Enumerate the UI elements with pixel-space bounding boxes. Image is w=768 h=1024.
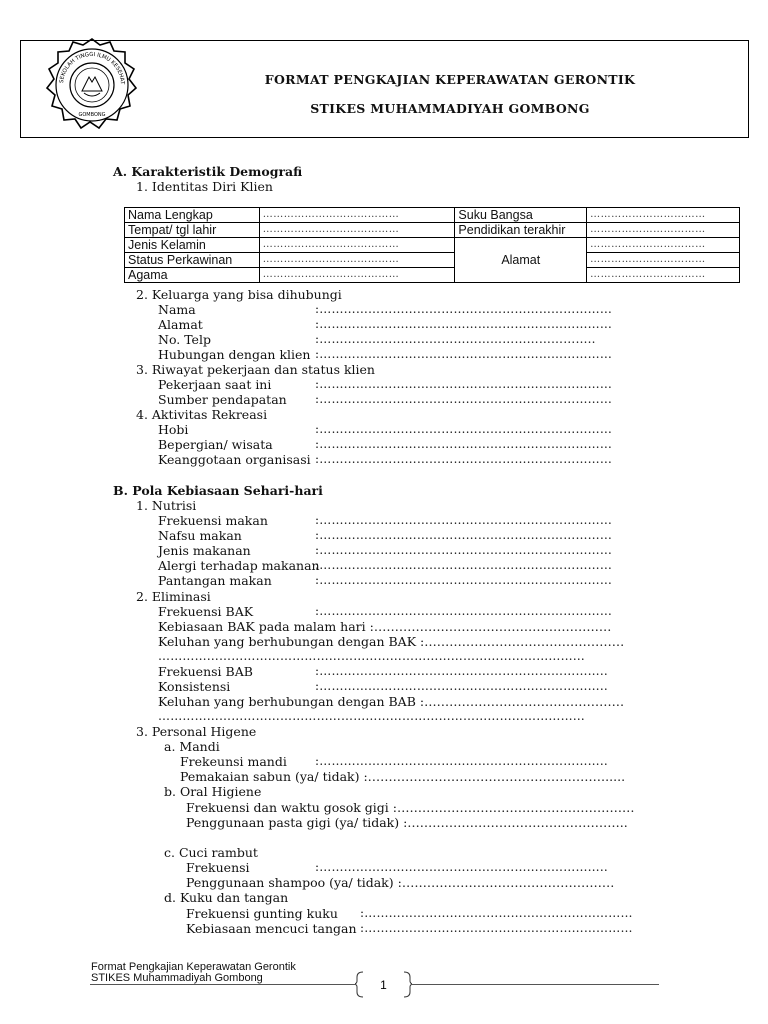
field-alamat-1[interactable]: ……………………………	[587, 238, 740, 253]
institution-logo	[30, 37, 155, 134]
section-a-item3: 3. Riwayat pekerjaan dan status klien	[136, 362, 375, 377]
field-input[interactable]: :………………………………………………………………	[315, 302, 613, 316]
section-a-heading: A. Karakteristik Demografi	[113, 164, 303, 179]
field-label: Hobi	[158, 422, 189, 437]
field-cuci-tangan[interactable]: :…………………………………………………………	[360, 921, 633, 935]
field-ttl[interactable]: …………………………………	[259, 223, 455, 238]
label-cuci-tangan: Kebiasaan mencuci tangan	[186, 921, 357, 936]
footer-divider-right	[412, 984, 659, 985]
field-input[interactable]: :…………………………………………………………..	[315, 332, 596, 346]
field-label: Hubungan dengan klien	[158, 347, 311, 362]
field-input[interactable]: :………………………………………………………………	[315, 347, 613, 361]
field-label: Alergi terhadap makanan	[158, 558, 320, 573]
svg-text:SEKOLAH TINGGI ILMU KESEHATAN: SEKOLAH TINGGI ILMU KESEHATAN MUHAMMADIYAH	[59, 51, 126, 87]
field-alamat-3[interactable]: ……………………………	[587, 268, 740, 283]
field-gosok-gigi[interactable]: Frekuensi dan waktu gosok gigi :…………………………………………………	[186, 800, 635, 815]
section-a-item2: 2. Keluarga yang bisa dihubungi	[136, 287, 342, 302]
field-input[interactable]: :………………………………………………………………	[315, 422, 613, 436]
field-input[interactable]: :………………………………………………………………	[315, 392, 613, 406]
institution-name: STIKES MUHAMMADIYAH GOMBONG	[310, 101, 590, 116]
table-row	[125, 223, 740, 238]
field-nama[interactable]: …………………………………	[259, 208, 455, 223]
field-kuku[interactable]: :…………………………………………………………	[360, 906, 633, 920]
subitem-mandi: a. Mandi	[164, 739, 220, 754]
label-jenis-kelamin: Jenis Kelamin	[125, 238, 260, 253]
field-keluhan-bab[interactable]: Keluhan yang berhubungan dengan BAB :…………………………………………	[158, 694, 625, 709]
label-konsistensi: Konsistensi	[158, 679, 231, 694]
field-jenis-kelamin[interactable]: …………………………………	[259, 238, 455, 253]
footer-institution: STIKES Muhammadiyah Gombong	[91, 972, 263, 984]
subitem-rambut: c. Cuci rambut	[164, 845, 258, 860]
table-row	[125, 268, 740, 283]
field-frek-rambut[interactable]: :……………………………………………………………..	[315, 860, 608, 874]
section-b-item3: 3. Personal Higene	[136, 724, 257, 739]
section-b-item1: 1. Nutrisi	[136, 498, 197, 513]
field-keluhan-bak-cont[interactable]: ……………………………………………………………………………………………	[158, 649, 585, 663]
identity-table	[124, 207, 740, 283]
field-label: Alamat	[158, 317, 203, 332]
field-pendidikan[interactable]: ……………………………	[587, 223, 740, 238]
field-label: Keanggotaan organisasi	[158, 452, 311, 467]
label-nama: Nama Lengkap	[125, 208, 260, 223]
field-pasta-gigi[interactable]: Penggunaan pasta gigi (ya/ tidak) :……………………………………………..	[186, 815, 628, 830]
field-label: Jenis makanan	[158, 543, 251, 558]
field-input[interactable]: :………………………………………………………………	[315, 452, 613, 466]
document-title: FORMAT PENGKAJIAN KEPERAWATAN GERONTIK	[264, 72, 636, 87]
section-b-heading: B. Pola Kebiasaan Sehari-hari	[113, 483, 323, 498]
label-frek-bab: Frekuensi BAB	[158, 664, 253, 679]
section-a-item1: 1. Identitas Diri Klien	[136, 179, 273, 194]
field-shampoo[interactable]: Penggunaan shampoo (ya/ tidak) :……………………………………………	[186, 875, 615, 890]
label-status: Status Perkawinan	[125, 253, 260, 268]
field-input[interactable]: :………………………………………………………………	[315, 377, 613, 391]
field-input[interactable]: :………………………………………………………………	[315, 543, 613, 557]
field-status[interactable]: …………………………………	[259, 253, 455, 268]
label-suku: Suku Bangsa	[455, 208, 587, 223]
svg-text:GOMBONG: GOMBONG	[78, 112, 106, 118]
table-row	[125, 253, 740, 268]
field-sabun[interactable]: Pemakaian sabun (ya/ tidak) :………………………………………………….....	[180, 769, 626, 784]
label-frek-mandi: Frekeunsi mandi	[180, 754, 287, 769]
field-input[interactable]: :………………………………………………………………	[315, 558, 613, 572]
field-konsistensi[interactable]: :……………………………………………………………..	[315, 679, 608, 693]
table-row	[125, 238, 740, 253]
field-label: No. Telp	[158, 332, 211, 347]
field-label: Pekerjaan saat ini	[158, 377, 272, 392]
footer-title: Format Pengkajian Keperawatan Gerontik	[91, 961, 296, 973]
field-frek-bab[interactable]: :……………………………………………………………..	[315, 664, 608, 678]
field-frek-mandi[interactable]: :……………………………………………………………..	[315, 754, 608, 768]
field-keluhan-bak[interactable]: Keluhan yang berhubungan dengan BAK :…………………………………………	[158, 634, 625, 649]
field-label: Pantangan makan	[158, 573, 272, 588]
field-keluhan-bab-cont[interactable]: ……………………………………………………………………………………………	[158, 709, 585, 723]
field-label: Frekuensi makan	[158, 513, 268, 528]
field-input[interactable]: :………………………………………………………………	[315, 513, 613, 527]
label-pendidikan: Pendidikan terakhir	[455, 223, 587, 238]
label-frek-rambut: Frekuensi	[186, 860, 250, 875]
field-bak-malam[interactable]: Kebiasaan BAK pada malam hari :…………………………………………………	[158, 619, 612, 634]
section-b-item2: 2. Eliminasi	[136, 589, 211, 604]
field-input[interactable]: :………………………………………………………………	[315, 528, 613, 542]
page-number: 1	[380, 978, 387, 992]
section-a-item4: 4. Aktivitas Rekreasi	[136, 407, 268, 422]
field-label: Nafsu makan	[158, 528, 242, 543]
page-number-brace	[355, 970, 412, 998]
field-label: Bepergian/ wisata	[158, 437, 273, 452]
field-frek-bak[interactable]: :………………………………………………………………	[315, 604, 613, 618]
field-agama[interactable]: …………………………………	[259, 268, 455, 283]
label-alamat: Alamat	[455, 238, 587, 283]
field-input[interactable]: :………………………………………………………………	[315, 437, 613, 451]
label-kuku: Frekuensi gunting kuku	[186, 906, 338, 921]
field-alamat-2[interactable]: ……………………………	[587, 253, 740, 268]
label-agama: Agama	[125, 268, 260, 283]
footer-divider	[90, 984, 355, 985]
field-input[interactable]: :………………………………………………………………	[315, 317, 613, 331]
field-label: Sumber pendapatan	[158, 392, 287, 407]
subitem-oral: b. Oral Higiene	[164, 784, 262, 799]
subitem-kuku: d. Kuku dan tangan	[164, 890, 289, 905]
label-frek-bak: Frekuensi BAK	[158, 604, 254, 619]
label-ttl: Tempat/ tgl lahir	[125, 223, 260, 238]
field-suku[interactable]: ……………………………	[587, 208, 740, 223]
field-input[interactable]: :………………………………………………………………	[315, 573, 613, 587]
table-row	[125, 208, 740, 223]
field-label: Nama	[158, 302, 196, 317]
